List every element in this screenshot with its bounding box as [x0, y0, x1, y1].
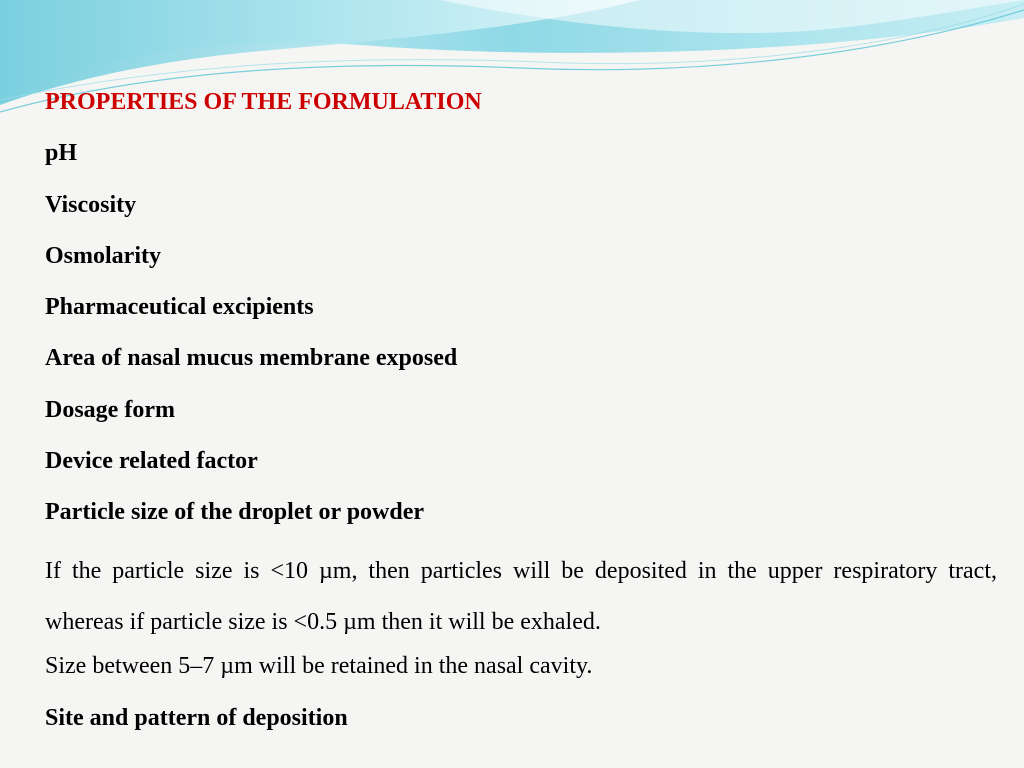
list-item-viscosity: Viscosity [45, 191, 137, 218]
list-item-membrane-area: Area of nasal mucus membrane exposed [45, 345, 458, 372]
list-item-excipients: Pharmaceutical excipients [45, 294, 314, 321]
list-item-particle-size: Particle size of the droplet or powder [45, 499, 425, 526]
particle-size-paragraph: If the particle size is <10 µm, then particles will be deposited in the upper respiratory tract, whereas if particle size is <0.5 µm then it will be exhaled. [45, 557, 997, 635]
list-item-ph: pH [45, 140, 78, 167]
list-item-osmolarity: Osmolarity [45, 242, 161, 269]
list-item-dosage-form: Dosage form [45, 396, 175, 423]
list-item-deposition: Site and pattern of deposition [45, 704, 348, 731]
slide-content [45, 84, 997, 751]
slide-heading: PROPERTIES OF THE FORMULATION [45, 89, 482, 115]
retention-paragraph: Size between 5–7 µm will be retained in the nasal cavity. [45, 653, 593, 680]
list-item-device-factor: Device related factor [45, 448, 258, 475]
